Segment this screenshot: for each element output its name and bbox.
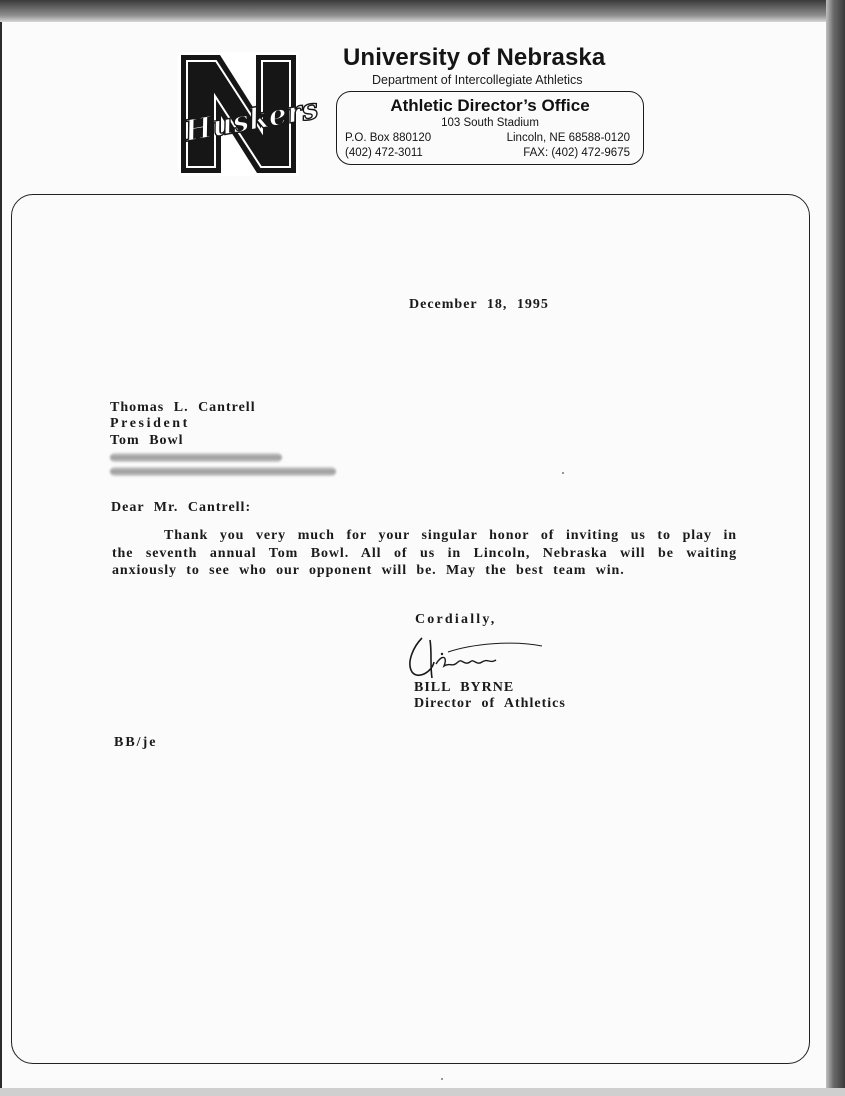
letter-border [11, 194, 810, 1064]
letter-body: Thank you very much for your singular honor of inviting us to play in the seventh annual Tom Bowl. All of us in Lincoln, Nebraska will be waiting anxiously to see who our opponent will be. May the best team win. [112, 528, 737, 578]
logo-wordmark: Huskers [181, 91, 321, 149]
scan-speck [562, 472, 564, 474]
scan-edge-top [0, 0, 845, 22]
university-name: University of Nebraska [343, 44, 606, 71]
po-box: P.O. Box 880120 [345, 132, 432, 144]
signature-image [402, 632, 552, 684]
recipient-name: Thomas L. Cantrell [110, 400, 256, 415]
fax-number: FAX: (402) 472-9675 [523, 147, 630, 159]
street-address: 103 South Stadium [441, 117, 539, 129]
scan-edge-right [826, 0, 845, 1096]
typist-initials: BB/je [114, 735, 158, 750]
redacted-address-line-2 [110, 467, 336, 476]
phone-number: (402) 472-3011 [345, 147, 423, 159]
scan-speck [441, 1078, 443, 1080]
city-zip: Lincoln, NE 68588-0120 [506, 132, 630, 144]
letter-date: December 18, 1995 [409, 297, 549, 312]
redacted-address-line-1 [110, 453, 282, 462]
signer-name: BILL BYRNE [414, 680, 515, 695]
closing: Cordially, [415, 612, 497, 627]
office-name: Athletic Director’s Office [390, 96, 590, 115]
salutation: Dear Mr. Cantrell: [111, 500, 252, 515]
address-box [336, 91, 644, 165]
recipient-organization: Tom Bowl [110, 433, 184, 448]
scan-edge-bottom [0, 1088, 845, 1096]
signer-title: Director of Athletics [414, 696, 566, 711]
huskers-n-logo [178, 52, 321, 176]
department-name: Department of Intercollegiate Athletics [372, 73, 583, 87]
recipient-title: President [110, 416, 190, 431]
